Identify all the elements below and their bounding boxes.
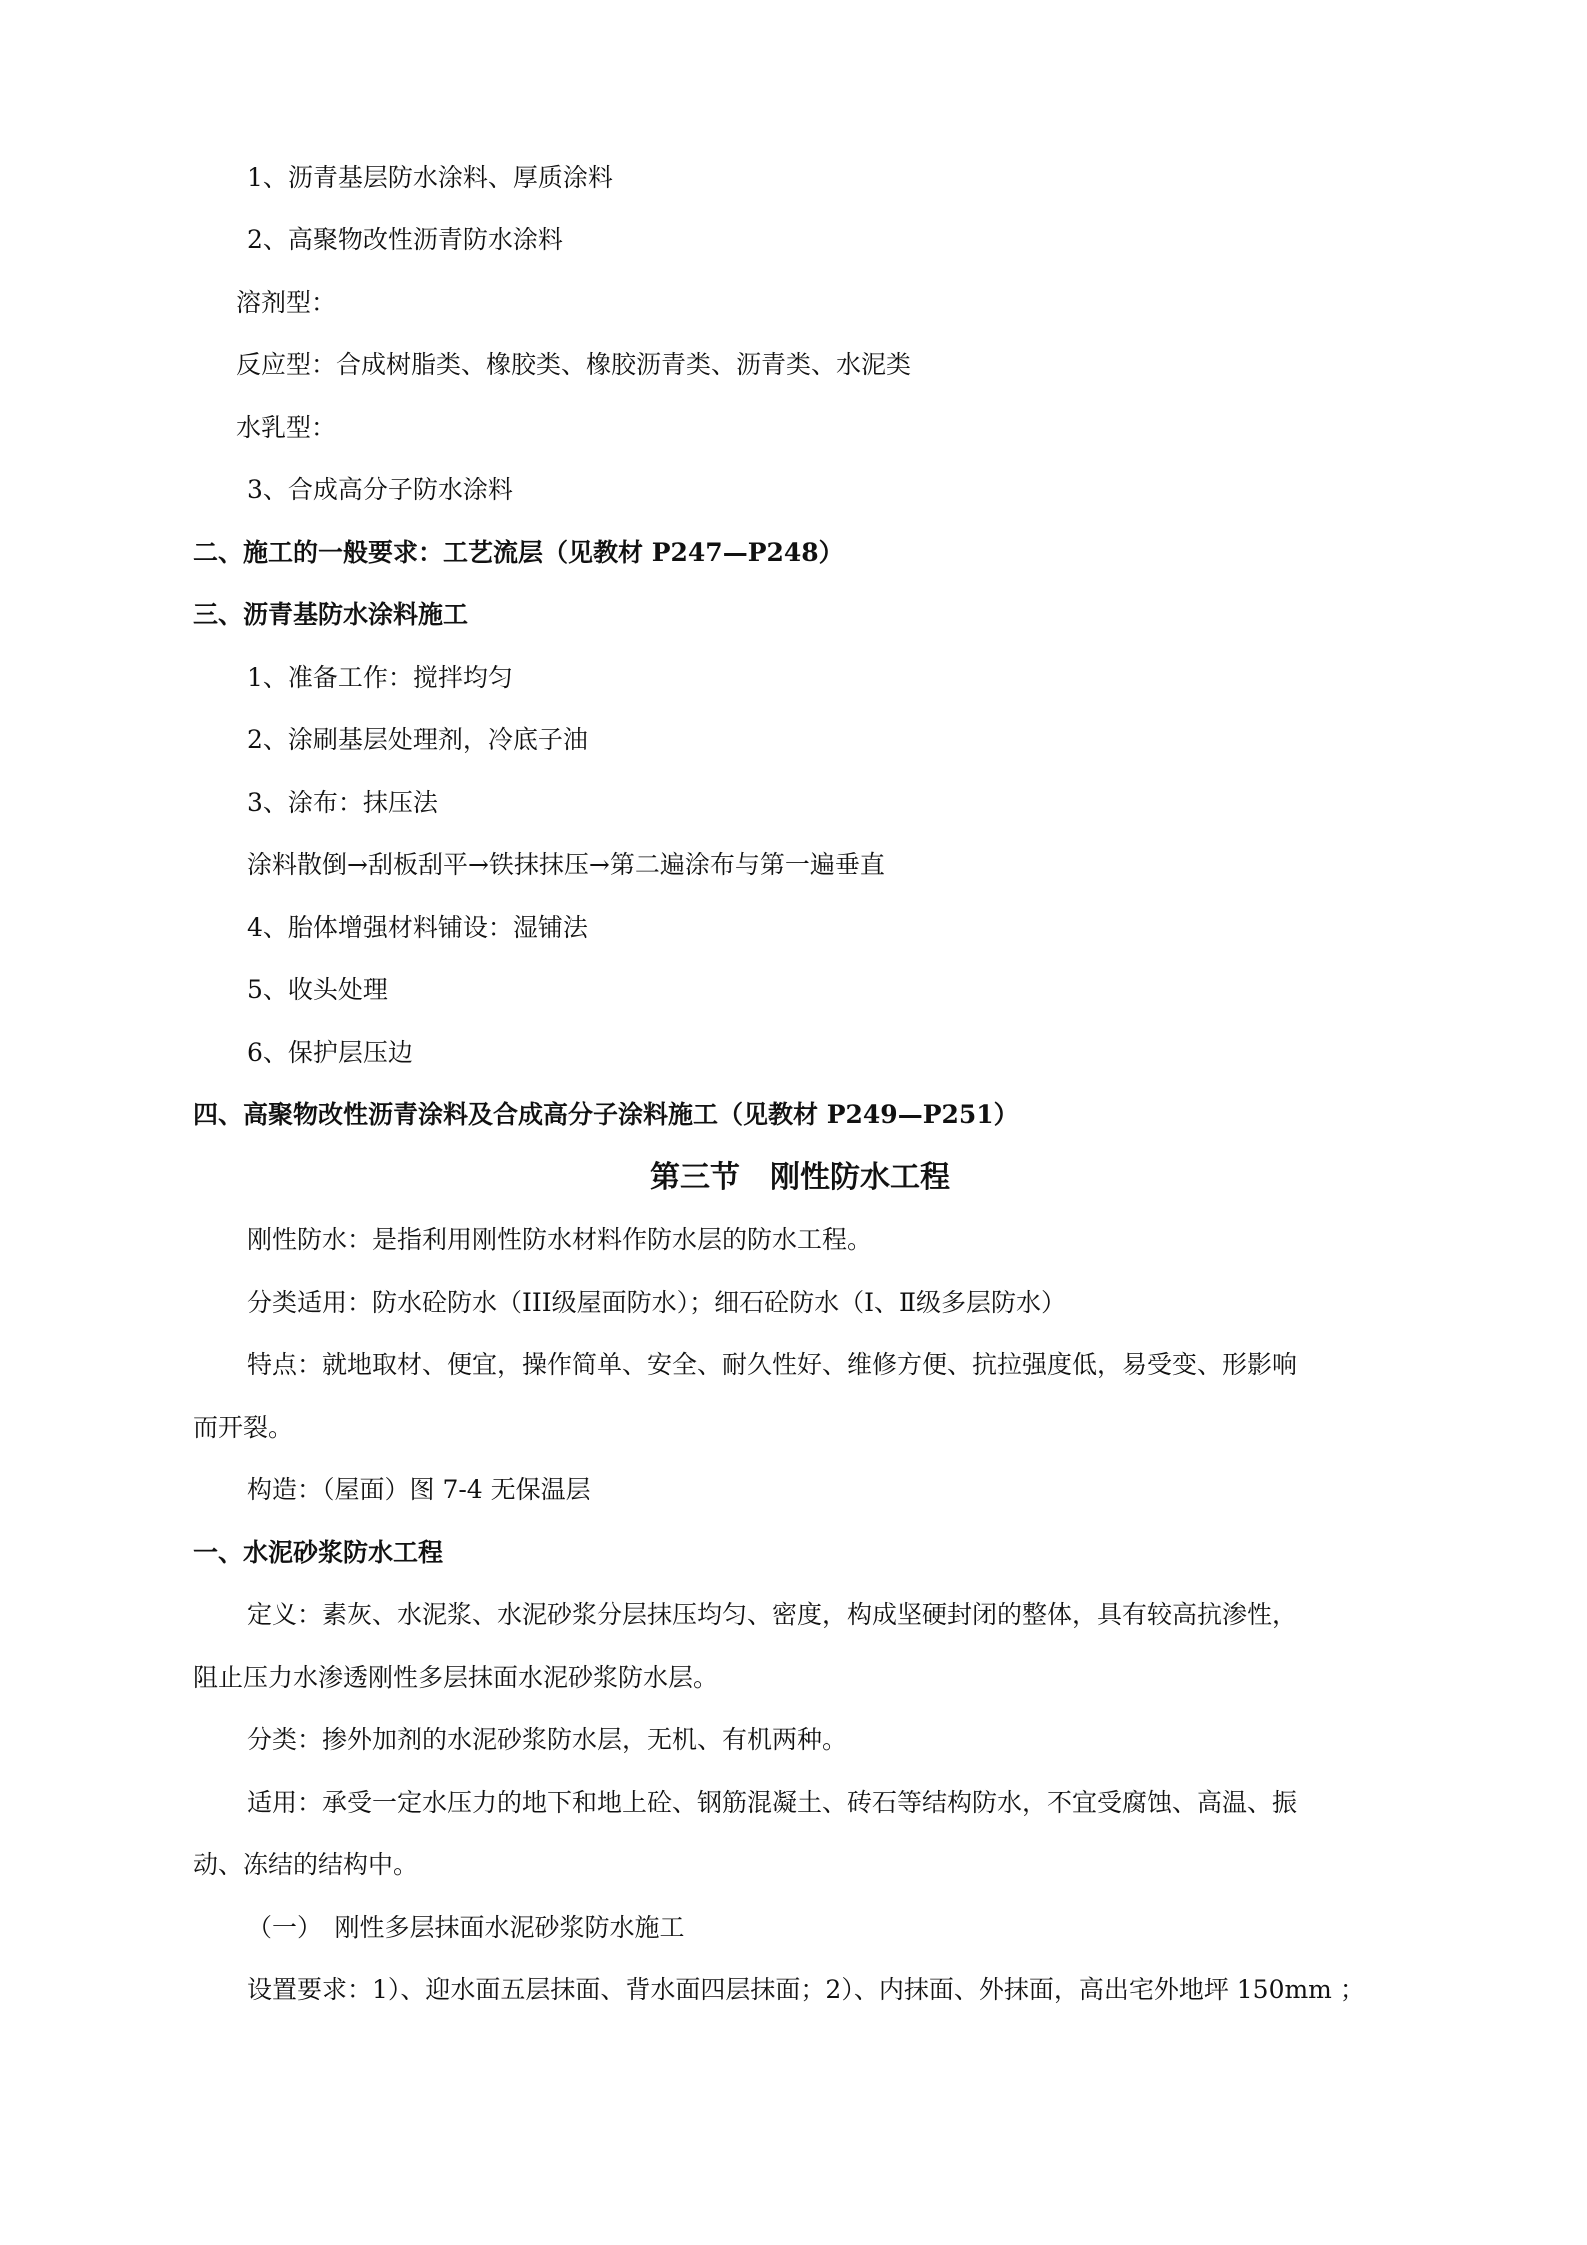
step-reinforcement: 4、胎体增强材料铺设：湿铺法 bbox=[247, 913, 588, 942]
reactive-type-line: 反应型：合成树脂类、橡胶类、橡胶沥青类、沥青类、水泥类 bbox=[236, 350, 912, 379]
heading-general-requirements: 二、施工的一般要求：工艺流层（见教材 P247—P248） bbox=[193, 538, 844, 567]
paragraph-setting-requirements: 设置要求：1）、迎水面五层抹面、背水面四层抹面；2）、内抹面、外抹面，高出宅外地坪 150mm ； bbox=[247, 1975, 1365, 2004]
heading-polymer-coating-construction: 四、高聚物改性沥青涂料及合成高分子涂料施工（见教材 P249—P251） bbox=[193, 1100, 1019, 1129]
paragraph-features-1: 特点：就地取材、便宜，操作简单、安全、耐久性好、维修方便、抗拉强度低，易受变、形影响 bbox=[247, 1350, 1298, 1379]
list-item-synthetic-polymer: 3、合成高分子防水涂料 bbox=[247, 475, 513, 504]
heading-asphalt-coating-construction: 三、沥青基防水涂料施工 bbox=[193, 600, 469, 629]
paragraph-types: 分类：掺外加剂的水泥砂浆防水层，无机、有机两种。 bbox=[247, 1725, 848, 1754]
step-protective-layer: 6、保护层压边 bbox=[247, 1038, 413, 1067]
paragraph-application-2: 动、冻结的结构中。 bbox=[193, 1850, 419, 1879]
heading-cement-mortar: 一、水泥砂浆防水工程 bbox=[193, 1538, 444, 1567]
paragraph-classification: 分类适用：防水砼防水（III级屋面防水）；细石砼防水（Ⅰ、Ⅱ级多层防水） bbox=[247, 1288, 1066, 1317]
paragraph-definition-2: 阻止压力水渗透刚性多层抹面水泥砂浆防水层。 bbox=[193, 1663, 719, 1692]
paragraph-application-1: 适用：承受一定水压力的地下和地上砼、钢筋混凝土、砖石等结构防水，不宜受腐蚀、高温、振 bbox=[247, 1788, 1298, 1817]
paragraph-features-2: 而开裂。 bbox=[193, 1413, 294, 1442]
step-coating: 3、涂布：抹压法 bbox=[247, 788, 438, 817]
step-coating-sequence: 涂料散倒→刮板刮平→铁抹抹压→第二遍涂布与第一遍垂直 bbox=[247, 850, 885, 879]
paragraph-construction: 构造：（屋面）图 7-4 无保温层 bbox=[247, 1475, 591, 1504]
list-item-asphalt-coating: 1、沥青基层防水涂料、厚质涂料 bbox=[247, 163, 613, 192]
paragraph-rigid-definition: 刚性防水：是指利用刚性防水材料作防水层的防水工程。 bbox=[247, 1225, 873, 1254]
step-base-treatment: 2、涂刷基层处理剂，冷底子油 bbox=[247, 725, 588, 754]
paragraph-definition-1: 定义：素灰、水泥浆、水泥砂浆分层抹压均匀、密度，构成坚硬封闭的整体，具有较高抗渗性， bbox=[247, 1600, 1298, 1629]
subheading-multilayer-mortar: （一） 刚性多层抹面水泥砂浆防水施工 bbox=[247, 1913, 685, 1942]
emulsion-type-label: 水乳型： bbox=[236, 413, 337, 442]
step-preparation: 1、准备工作：搅拌均匀 bbox=[247, 663, 513, 692]
list-item-polymer-modified: 2、高聚物改性沥青防水涂料 bbox=[247, 225, 563, 254]
section-title: 第三节 刚性防水工程 bbox=[650, 1160, 950, 1195]
solvent-type-label: 溶剂型： bbox=[236, 288, 337, 317]
step-edge-finishing: 5、收头处理 bbox=[247, 975, 388, 1004]
